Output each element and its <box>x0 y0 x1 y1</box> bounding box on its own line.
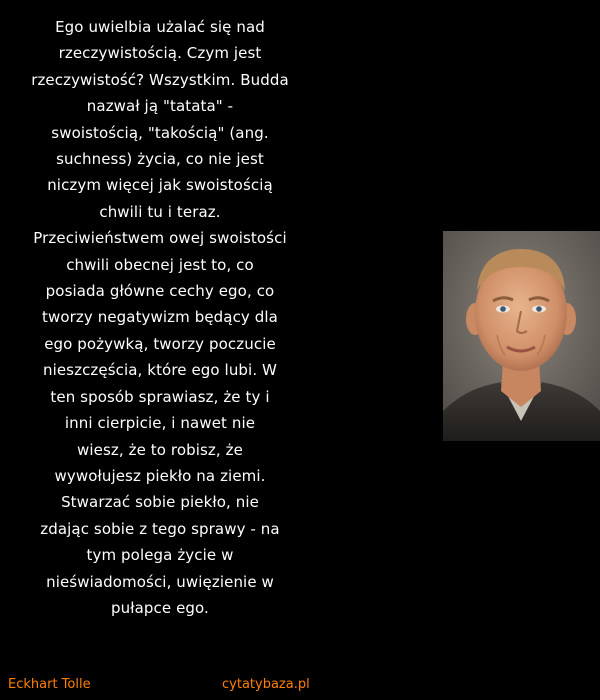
quote-line: posiada główne cechy ego, co <box>45 282 275 301</box>
quote-line: rzeczywistością. Czym jest <box>58 44 262 63</box>
quote-line: tym polega życie w <box>86 546 234 565</box>
quote-text <box>0 14 320 621</box>
quote-line: suchness) życia, co nie jest <box>56 150 264 169</box>
quote-line: nieszczęścia, które ego lubi. W <box>42 361 277 380</box>
quote-line: ten sposób sprawiasz, że ty i <box>50 387 270 406</box>
quote-line: nazwał ją "tatata" - <box>86 97 234 116</box>
author-link[interactable]: Eckhart Tolle <box>8 677 91 692</box>
quote-line: ego pożywką, tworzy poczucie <box>44 334 276 353</box>
quote-line: nieświadomości, uwięzienie w <box>46 572 274 591</box>
quote-line: pułapce ego. <box>111 598 209 617</box>
quote-line: Przeciwieństwem owej swoistości <box>33 229 287 248</box>
quote-line: chwili obecnej jest to, co <box>66 255 254 274</box>
quote-line: inni cierpicie, i nawet nie <box>64 414 256 433</box>
quote-line: Ego uwielbia użalać się nad <box>55 18 265 36</box>
quote-line: wywołujesz piekło na ziemi. <box>54 466 266 485</box>
quote-line: zdając sobie z tego sprawy - na <box>40 519 280 538</box>
author-portrait <box>443 231 600 441</box>
site-link[interactable]: cytatybaza.pl <box>222 677 310 692</box>
quote-line: chwili tu i teraz. <box>99 202 221 221</box>
quote-line: niczym więcej jak swoistością <box>47 176 273 195</box>
quote-line: tworzy negatywizm będący dla <box>42 308 278 327</box>
quote-line: wiesz, że to robisz, że <box>77 440 243 459</box>
quote-line: rzeczywistość? Wszystkim. Budda <box>31 70 289 89</box>
quote-line: swoistością, "takością" (ang. <box>51 123 269 142</box>
quote-line: Stwarzać sobie piekło, nie <box>61 493 259 512</box>
